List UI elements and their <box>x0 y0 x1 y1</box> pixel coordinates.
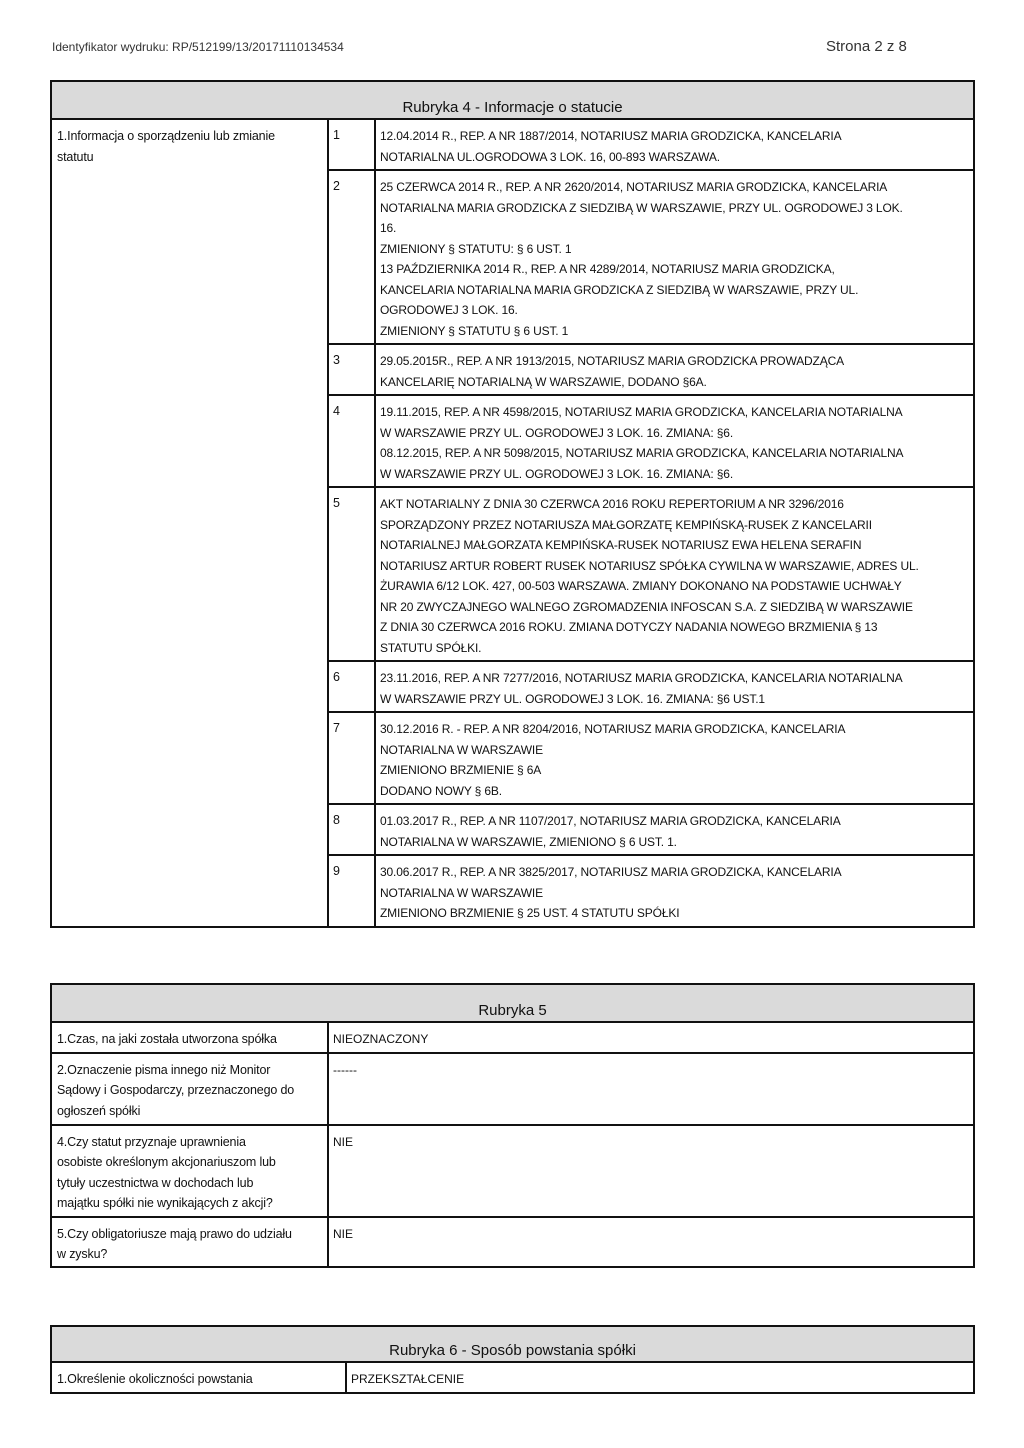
entry-value-line: SPORZĄDZONY PRZEZ NOTARIUSZA MAŁGORZATĘ KEMPIŃSKĄ-RUSEK Z KANCELARII <box>380 517 872 532</box>
field-row <box>51 1217 974 1267</box>
entry-value-line: ZMIENIONO BRZMIENIE § 25 UST. 4 STATUTU SPÓŁKI <box>380 906 680 920</box>
entry-value-line: 23.11.2016, REP. A NR 7277/2016, NOTARIUSZ MARIA GRODZICKA, KANCELARIA NOTARIALNA <box>380 671 903 685</box>
field-label <box>51 1022 328 1053</box>
entry-value <box>375 170 974 344</box>
entry-value-line: 12.04.2014 R., REP. A NR 1887/2014, NOTARIUSZ MARIA GRODZICKA, KANCELARIA <box>380 129 842 143</box>
field-label-line: 5.Czy obligatoriusze mają prawo do udziału <box>57 1226 292 1241</box>
section-title: Rubryka 4 - Informacje o statucie <box>51 81 974 119</box>
field-label-line: Sądowy i Gospodarczy, przeznaczonego do <box>57 1083 295 1097</box>
statute-entry-row <box>51 119 974 170</box>
field-label-line: majątku spółki nie wynikających z akcji? <box>57 1196 273 1210</box>
entry-value-line: NR 20 ZWYCZAJNEGO WALNEGO ZGROMADZENIA INFOSCAN S.A. Z SIEDZIBĄ W WARSZAWIE <box>380 599 913 614</box>
entry-value-line: ZMIENIONY § STATUTU: § 6 UST. 1 <box>380 241 572 256</box>
entry-value-line: KANCELARIA NOTARIALNA MARIA GRODZICKA Z SIEDZIBĄ W WARSZAWIE, PRZY UL. <box>380 282 859 297</box>
entry-value-line: W WARSZAWIE PRZY UL. OGRODOWEJ 3 LOK. 16. ZMIANA: §6. <box>380 425 733 440</box>
entry-value-line: ZMIENIONY § STATUTU § 6 UST. 1 <box>380 323 569 338</box>
field-row <box>51 1022 974 1053</box>
field-row <box>51 1125 974 1217</box>
field-label <box>51 1217 328 1267</box>
entry-value <box>375 661 974 712</box>
entry-number: 3 <box>328 344 375 395</box>
entry-value-line: NOTARIALNA W WARSZAWIE <box>380 885 543 900</box>
field-value: NIE <box>328 1125 974 1217</box>
section-rubryka-6 <box>50 1325 975 1394</box>
entry-value-line: NOTARIALNA MARIA GRODZICKA Z SIEDZIBĄ W WARSZAWIE, PRZY UL. OGRODOWEJ 3 LOK. <box>380 200 903 215</box>
field-label <box>51 1053 328 1125</box>
entry-value-line: AKT NOTARIALNY Z DNIA 30 CZERWCA 2016 ROKU REPERTORIUM A NR 3296/2016 <box>380 497 844 511</box>
section-title: Rubryka 5 <box>51 984 974 1022</box>
entry-value-line: DODANO NOWY § 6B. <box>380 783 502 798</box>
entry-value-line: 30.12.2016 R. - REP. A NR 8204/2016, NOTARIUSZ MARIA GRODZICKA, KANCELARIA <box>380 722 846 736</box>
print-identifier: Identyfikator wydruku: RP/512199/13/20171110134534 <box>52 40 344 54</box>
field-value: PRZEKSZTAŁCENIE <box>346 1362 974 1393</box>
field-value: NIE <box>328 1217 974 1267</box>
entry-number: 9 <box>328 855 375 927</box>
entry-value-line: ZMIENIONO BRZMIENIE § 6A <box>380 763 542 777</box>
section-rubryka-5 <box>50 983 975 1268</box>
page-number: Strona 2 z 8 <box>826 38 907 55</box>
entry-value-line: 08.12.2015, REP. A NR 5098/2015, NOTARIUSZ MARIA GRODZICKA, KANCELARIA NOTARIALNA <box>380 446 904 460</box>
entry-value-line: 16. <box>380 221 397 235</box>
entry-number: 1 <box>328 119 375 170</box>
field-label-line: 1.Określenie okoliczności powstania <box>57 1372 253 1386</box>
entry-number: 8 <box>328 804 375 855</box>
field-label-line: 1.Informacja o sporządzeniu lub zmianie <box>57 129 275 143</box>
field-label-line: 1.Czas, na jaki została utworzona spółka <box>57 1032 277 1046</box>
entry-value <box>375 855 974 927</box>
section-rubryka-4 <box>50 80 975 928</box>
entry-value-line: STATUTU SPÓŁKI. <box>380 640 482 655</box>
entry-value-line: 19.11.2015, REP. A NR 4598/2015, NOTARIUSZ MARIA GRODZICKA, KANCELARIA NOTARIALNA <box>380 405 903 419</box>
field-label-line: ogłoszeń spółki <box>57 1103 141 1118</box>
field-value: NIEOZNACZONY <box>328 1022 974 1053</box>
field-row <box>51 1053 974 1125</box>
entry-number: 4 <box>328 395 375 487</box>
statute-field-label <box>51 119 328 927</box>
entry-value-line: KANCELARIĘ NOTARIALNĄ W WARSZAWIE, DODANO §6A. <box>380 374 707 389</box>
field-label-line: osobiste określonym akcjonariuszom lub <box>57 1155 276 1169</box>
entry-value-line: 30.06.2017 R., REP. A NR 3825/2017, NOTARIUSZ MARIA GRODZICKA, KANCELARIA <box>380 865 842 879</box>
entry-number: 7 <box>328 712 375 804</box>
entry-value-line: W WARSZAWIE PRZY UL. OGRODOWEJ 3 LOK. 16. ZMIANA: §6 UST.1 <box>380 691 765 706</box>
field-label-line: statutu <box>57 149 94 164</box>
entry-value-line: ŻURAWIA 6/12 LOK. 427, 00-503 WARSZAWA. ZMIANY DOKONANO NA PODSTAWIE UCHWAŁY <box>380 579 902 593</box>
entry-value-line: NOTARIALNEJ MAŁGORZATA KEMPIŃSKA-RUSEK NOTARIUSZ EWA HELENA SERAFIN <box>380 538 862 552</box>
entry-value <box>375 119 974 170</box>
field-label <box>51 1362 346 1393</box>
entry-value-line: Z DNIA 30 CZERWCA 2016 ROKU. ZMIANA DOTYCZY NADANIA NOWEGO BRZMIENIA § 13 <box>380 620 878 634</box>
entry-value <box>375 487 974 661</box>
entry-value <box>375 712 974 804</box>
field-row <box>51 1362 974 1393</box>
entry-value-line: OGRODOWEJ 3 LOK. 16. <box>380 303 518 317</box>
entry-value-line: 13 PAŹDZIERNIKA 2014 R., REP. A NR 4289/2014, NOTARIUSZ MARIA GRODZICKA, <box>380 262 835 276</box>
field-label <box>51 1125 328 1217</box>
entry-value <box>375 395 974 487</box>
entry-value-line: 01.03.2017 R., REP. A NR 1107/2017, NOTARIUSZ MARIA GRODZICKA, KANCELARIA <box>380 814 841 828</box>
entry-number: 5 <box>328 487 375 661</box>
field-label-line: tytuły uczestnictwa w dochodach lub <box>57 1175 254 1190</box>
entry-number: 2 <box>328 170 375 344</box>
entry-value-line: NOTARIUSZ ARTUR ROBERT RUSEK NOTARIUSZ SPÓŁKA CYWILNA W WARSZAWIE, ADRES UL. <box>380 558 919 573</box>
entry-value <box>375 804 974 855</box>
entry-value-line: NOTARIALNA W WARSZAWIE, ZMIENIONO § 6 UST. 1. <box>380 834 677 849</box>
field-label-line: w zysku? <box>57 1247 108 1261</box>
entry-number: 6 <box>328 661 375 712</box>
field-label-line: 4.Czy statut przyznaje uprawnienia <box>57 1134 246 1149</box>
entry-value-line: 29.05.2015R., REP. A NR 1913/2015, NOTARIUSZ MARIA GRODZICKA PROWADZĄCA <box>380 354 844 368</box>
field-value: ------ <box>328 1053 974 1125</box>
entry-value-line: 25 CZERWCA 2014 R., REP. A NR 2620/2014, NOTARIUSZ MARIA GRODZICKA, KANCELARIA <box>380 180 888 194</box>
section-title: Rubryka 6 - Sposób powstania spółki <box>51 1326 974 1362</box>
entry-value-line: NOTARIALNA UL.OGRODOWA 3 LOK. 16, 00-893 WARSZAWA. <box>380 149 720 164</box>
entry-value-line: W WARSZAWIE PRZY UL. OGRODOWEJ 3 LOK. 16. ZMIANA: §6. <box>380 466 733 481</box>
field-label-line: 2.Oznaczenie pisma innego niż Monitor <box>57 1062 271 1077</box>
entry-value <box>375 344 974 395</box>
entry-value-line: NOTARIALNA W WARSZAWIE <box>380 742 543 757</box>
